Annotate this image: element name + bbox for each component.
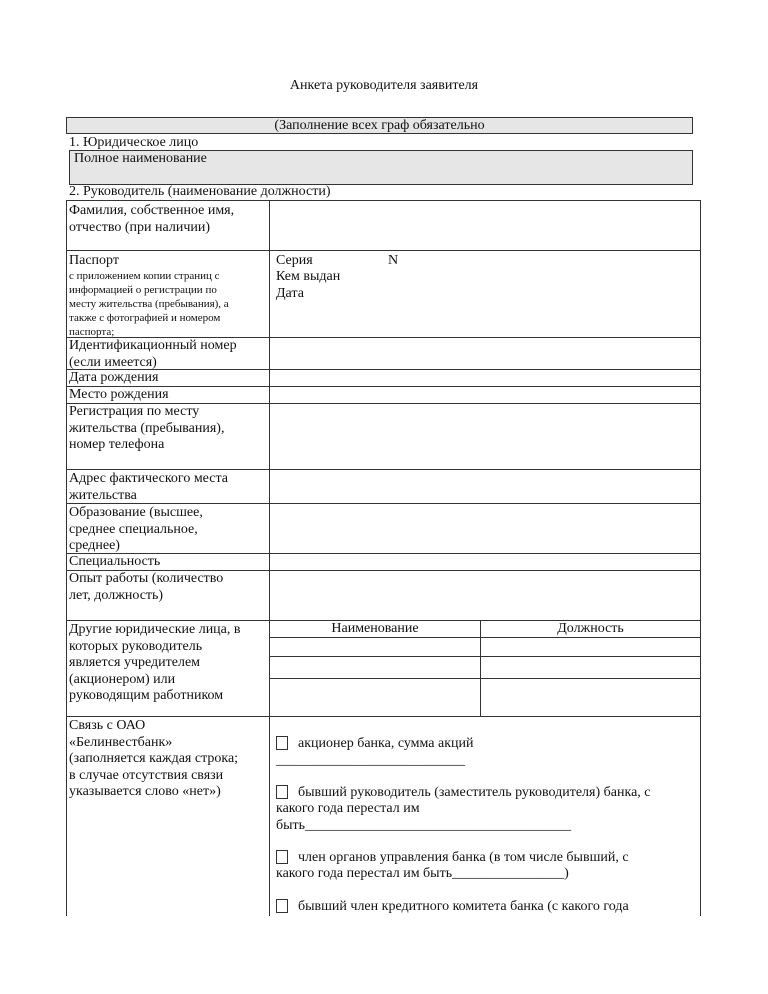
id-number-label: Идентификационный номер (если имеется) — [69, 338, 237, 370]
mandatory-note: (Заполнение всех граф обязательно — [66, 117, 693, 134]
section-1-heading: 1. Юридическое лицо — [69, 135, 199, 150]
bank-relation-label: Связь с ОАО «Белинвестбанк» (заполняется каждая строка; в случае отсутствия связи указывается слово «нет») — [69, 718, 239, 799]
specialty-label: Специальность — [69, 554, 161, 569]
shareholder-option-text: акционер банка, сумма акций — [298, 736, 474, 751]
governance-member-option-text: член органов управления банка (в том числе бывший, с — [298, 850, 629, 865]
former-manager-line: быть______________________________________ — [276, 818, 572, 833]
page-title: Анкета руководителя заявителя — [289, 78, 479, 93]
actual-address-label: Адрес фактического места жительства — [69, 471, 228, 503]
credit-committee-option-text: бывший член кредитного комитета банка (с какого года — [298, 899, 629, 914]
birth-place-label: Место рождения — [69, 387, 169, 402]
birth-date-label: Дата рождения — [69, 370, 159, 385]
passport-number-label: N — [388, 253, 399, 268]
former-manager-option-text: бывший руководитель (заместитель руководителя) банка, с — [298, 785, 651, 800]
col-position-header: Должность — [557, 621, 624, 636]
full-name-field[interactable] — [69, 150, 693, 185]
governance-member-year-text: какого года перестал им быть________________) — [276, 866, 569, 881]
former-manager-year-text: какого года перестал им — [276, 801, 420, 816]
experience-label: Опыт работы (количество лет, должность) — [69, 571, 224, 603]
governance-member-checkbox[interactable] — [276, 850, 288, 864]
shareholder-amount-line: ___________________________ — [276, 753, 465, 768]
section-2-heading: 2. Руководитель (наименование должности) — [69, 184, 331, 199]
fio-label: Фамилия, собственное имя, отчество (при наличии) — [69, 203, 235, 235]
passport-series-label: Серия — [276, 253, 313, 268]
former-manager-checkbox[interactable] — [276, 785, 288, 799]
registration-label: Регистрация по месту жительства (пребывания), номер телефона — [69, 404, 225, 452]
passport-label: Паспорт — [69, 253, 119, 268]
passport-note: с приложением копии страниц с информацией о регистрации по месту жительства (пребывания), а также с фотографией и номером паспорта; — [69, 270, 229, 338]
passport-date-label: Дата — [276, 286, 304, 301]
other-entities-label: Другие юридические лица, в которых руководитель является учредителем (акционером) или руководящим работником — [69, 622, 241, 703]
shareholder-checkbox[interactable] — [276, 736, 288, 750]
credit-committee-checkbox[interactable] — [276, 899, 288, 913]
col-name-header: Наименование — [331, 621, 419, 636]
education-label: Образование (высшее, среднее специальное, среднее) — [69, 505, 203, 553]
passport-issued-label: Кем выдан — [276, 269, 341, 284]
full-name-label: Полное наименование — [74, 151, 207, 166]
